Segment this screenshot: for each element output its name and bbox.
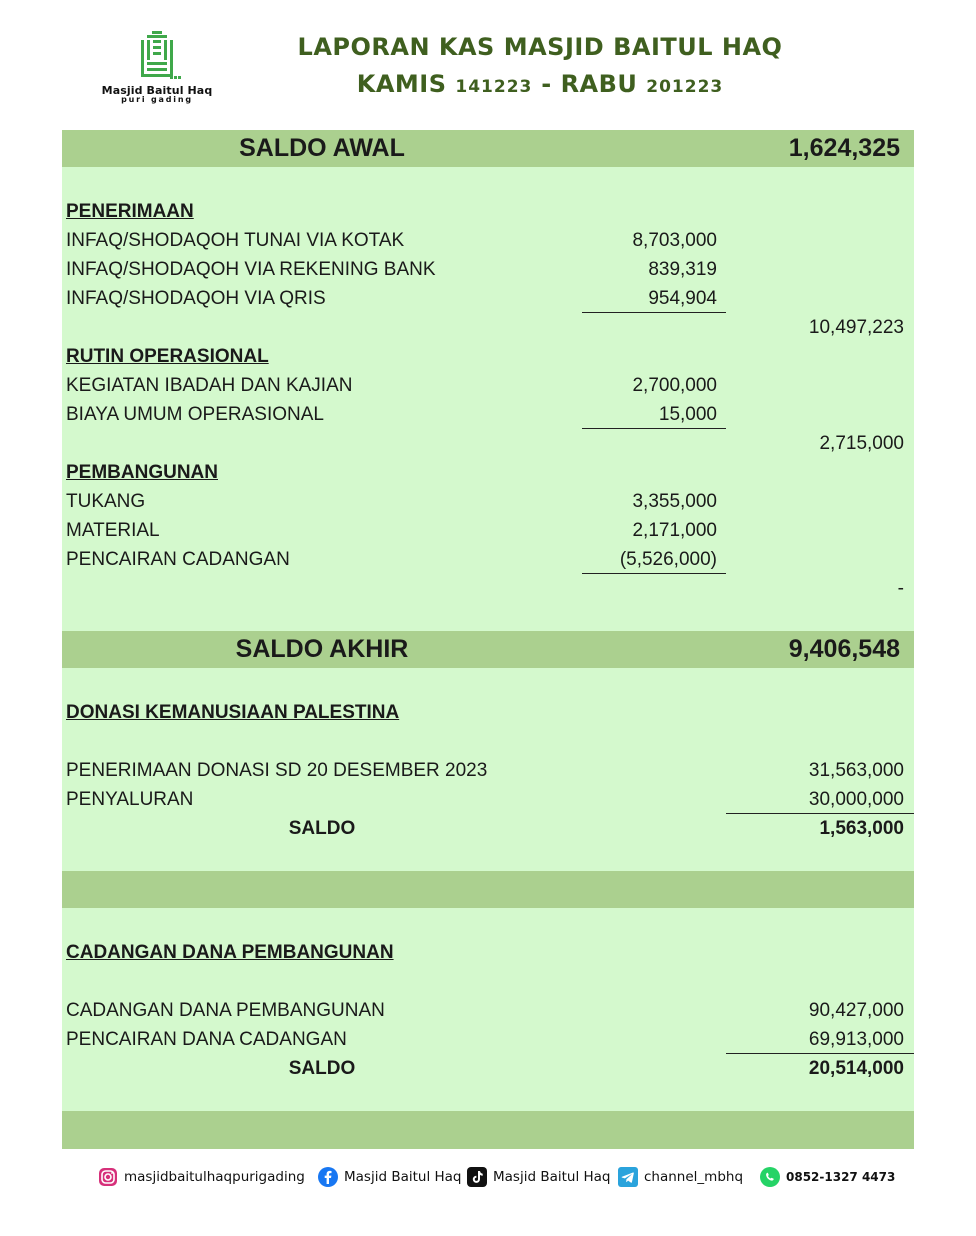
palestina-saldo-rule bbox=[726, 813, 914, 814]
instagram-link[interactable] bbox=[98, 1166, 305, 1188]
cadangan-item-value: 69,913,000 bbox=[808, 1029, 904, 1050]
period-separator: - bbox=[541, 70, 552, 98]
penerimaan-item-label: INFAQ/SHODAQOH VIA QRIS bbox=[66, 288, 326, 309]
cadangan-item-label: PENCAIRAN DANA CADANGAN bbox=[66, 1029, 347, 1050]
report-panel bbox=[62, 130, 914, 1149]
pembangunan-item-value: 3,355,000 bbox=[632, 491, 717, 512]
pembangunan-item-label: PENCAIRAN CADANGAN bbox=[66, 549, 290, 570]
penerimaan-item-value: 8,703,000 bbox=[632, 230, 717, 251]
logo-subtitle: puri gading bbox=[121, 95, 193, 104]
pembangunan-item-value: (5,526,000) bbox=[619, 549, 717, 570]
rutin-item-value: 15,000 bbox=[658, 404, 717, 425]
masjid-logo bbox=[92, 30, 222, 114]
saldo-awal-label: SALDO AWAL bbox=[239, 134, 405, 162]
palestina-item-label: PENERIMAAN DONASI SD 20 DESEMBER 2023 bbox=[66, 760, 488, 781]
saldo-awal-band bbox=[62, 130, 914, 167]
facebook-link[interactable] bbox=[318, 1166, 462, 1188]
cadangan-saldo-rule bbox=[726, 1053, 914, 1054]
penerimaan-total: 10,497,223 bbox=[808, 317, 904, 338]
rutin-total: 2,715,000 bbox=[819, 433, 904, 454]
palestina-item-value: 31,563,000 bbox=[808, 760, 904, 781]
penerimaan-heading: PENERIMAAN bbox=[66, 201, 194, 222]
whatsapp-link[interactable] bbox=[760, 1166, 895, 1188]
saldo-akhir-band bbox=[62, 631, 914, 668]
cadangan-heading: CADANGAN DANA PEMBANGUNAN bbox=[66, 942, 394, 963]
tiktok-link[interactable] bbox=[467, 1166, 611, 1188]
penerimaan-item-label: INFAQ/SHODAQOH TUNAI VIA KOTAK bbox=[66, 230, 405, 251]
palestina-item-value: 30,000,000 bbox=[808, 789, 904, 810]
palestina-item-label: PENYALURAN bbox=[66, 789, 194, 810]
period-date-end: 201223 bbox=[646, 77, 724, 97]
facebook-icon bbox=[318, 1167, 338, 1187]
cadangan-item-value: 90,427,000 bbox=[808, 1000, 904, 1021]
period-day-end: RABU bbox=[560, 70, 638, 98]
tiktok-icon bbox=[467, 1167, 487, 1187]
mosque-logo-icon bbox=[131, 30, 183, 82]
whatsapp-number: 0852-1327 4473 bbox=[786, 1170, 896, 1184]
telegram-icon bbox=[618, 1167, 638, 1187]
pembangunan-subtotal-rule bbox=[582, 573, 726, 574]
report-title: LAPORAN KAS MASJID BAITUL HAQ bbox=[297, 33, 783, 61]
palestina-saldo-value: 1,563,000 bbox=[819, 818, 904, 839]
pembangunan-heading: PEMBANGUNAN bbox=[66, 462, 218, 483]
pembangunan-item-value: 2,171,000 bbox=[632, 520, 717, 541]
pembangunan-item-label: TUKANG bbox=[66, 491, 146, 512]
cadangan-item-label: CADANGAN DANA PEMBANGUNAN bbox=[66, 1000, 385, 1021]
penerimaan-item-label: INFAQ/SHODAQOH VIA REKENING BANK bbox=[66, 259, 436, 280]
rutin-heading: RUTIN OPERASIONAL bbox=[66, 346, 269, 367]
social-footer bbox=[0, 1166, 976, 1190]
report-period bbox=[250, 70, 830, 98]
rutin-subtotal-rule bbox=[582, 428, 726, 429]
period-date-start: 141223 bbox=[455, 77, 533, 97]
pembangunan-item-label: MATERIAL bbox=[66, 520, 160, 541]
tiktok-name: Masjid Baitul Haq bbox=[493, 1169, 611, 1185]
penerimaan-subtotal-rule bbox=[582, 312, 726, 313]
pembangunan-total: - bbox=[897, 578, 904, 599]
palestina-saldo-label: SALDO bbox=[288, 818, 356, 839]
rutin-item-label: KEGIATAN IBADAH DAN KAJIAN bbox=[66, 375, 353, 396]
penerimaan-item-value: 839,319 bbox=[648, 259, 717, 280]
cadangan-saldo-value: 20,514,000 bbox=[808, 1058, 904, 1079]
saldo-awal-value: 1,624,325 bbox=[788, 134, 900, 162]
instagram-handle: masjidbaitulhaqpurigading bbox=[124, 1169, 305, 1185]
telegram-channel: channel_mbhq bbox=[644, 1169, 744, 1185]
separator-band bbox=[62, 871, 914, 908]
instagram-icon bbox=[98, 1167, 118, 1187]
logo-name: Masjid Baitul Haq bbox=[101, 84, 213, 97]
cadangan-saldo-label: SALDO bbox=[288, 1058, 356, 1079]
palestina-heading: DONASI KEMANUSIAAN PALESTINA bbox=[66, 702, 400, 723]
penerimaan-item-value: 954,904 bbox=[648, 288, 717, 309]
saldo-akhir-value: 9,406,548 bbox=[788, 635, 900, 663]
saldo-akhir-label: SALDO AKHIR bbox=[235, 635, 409, 663]
rutin-item-value: 2,700,000 bbox=[632, 375, 717, 396]
period-day-start: KAMIS bbox=[356, 70, 447, 98]
bottom-band bbox=[62, 1111, 914, 1149]
facebook-name: Masjid Baitul Haq bbox=[344, 1169, 462, 1185]
whatsapp-icon bbox=[760, 1167, 780, 1187]
rutin-item-label: BIAYA UMUM OPERASIONAL bbox=[66, 404, 324, 425]
telegram-link[interactable] bbox=[618, 1166, 743, 1188]
